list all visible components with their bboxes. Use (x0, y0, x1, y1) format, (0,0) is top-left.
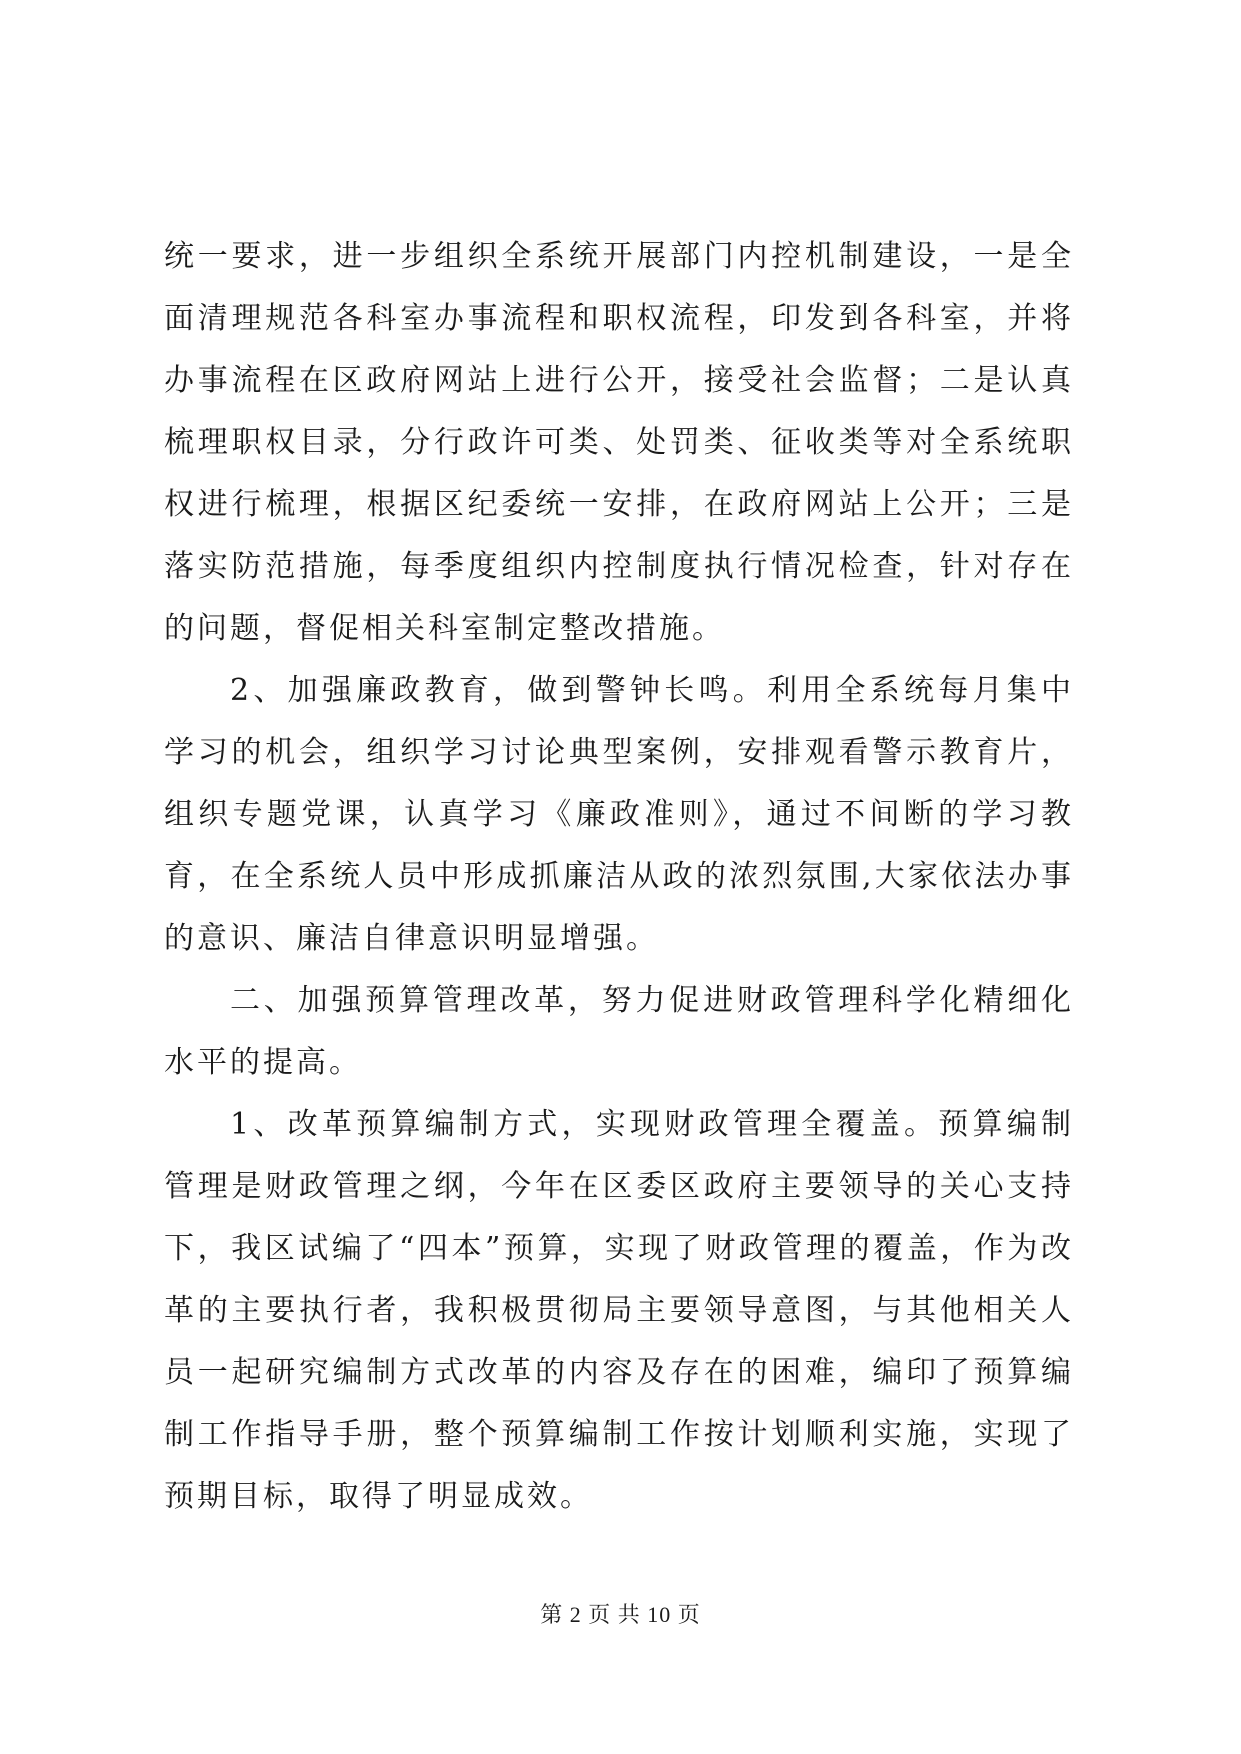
page-number-footer: 第 2 页 共 10 页 (540, 1602, 701, 1627)
section-heading-budget-reform: 二、加强预算管理改革，努力促进财政管理科学化精细化水平的提高。 (164, 983, 1074, 1080)
paragraph-budget-preparation: 1、改革预算编制方式，实现财政管理全覆盖。预算编制管理是财政管理之纲，今年在区委区政府主要领导的关心支持下，我区试编了“四本”预算，实现了财政管理的覆盖，作为改革的主要执行者，我积极贯彻局主要领导意图，与其他相关人员一起研究编制方式改革的内容及存在的困难，编印了预算编制工作指导手册，整个预算编制工作按计划顺利实施，实现了预期目标，取得了明显成效。 (164, 1107, 1074, 1514)
document-body (164, 226, 1074, 1528)
paragraph-integrity-education: 2、加强廉政教育，做到警钟长鸣。利用全系统每月集中学习的机会，组织学习讨论典型案例，安排观看警示教育片，组织专题党课，认真学习《廉政准则》，通过不间断的学习教育，在全系统人员中形成抓廉洁从政的浓烈氛围,大家依法办事的意识、廉洁自律意识明显增强。 (164, 673, 1074, 956)
paragraph-internal-control: 统一要求，进一步组织全系统开展部门内控机制建设，一是全面清理规范各科室办事流程和职权流程，印发到各科室，并将办事流程在区政府网站上进行公开，接受社会监督；二是认真梳理职权目录，分行政许可类、处罚类、征收类等对全系统职权进行梳理，根据区纪委统一安排，在政府网站上公开；三是落实防范措施，每季度组织内控制度执行情况检查，针对存在的问题，督促相关科室制定整改措施。 (164, 239, 1074, 646)
